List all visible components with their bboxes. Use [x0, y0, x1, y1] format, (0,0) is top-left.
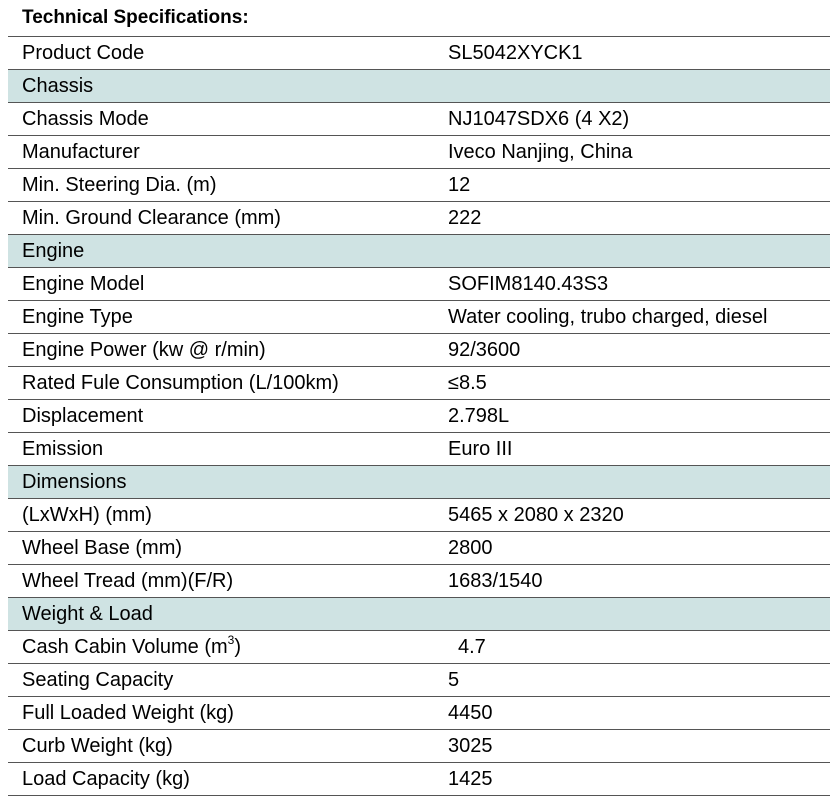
row-value: Water cooling, trubo charged, diesel — [448, 306, 768, 328]
section-title: Chassis — [22, 75, 94, 97]
table-row — [8, 301, 830, 334]
table-row-cabin-volume — [8, 631, 830, 664]
table-row — [8, 334, 830, 367]
page-title: Technical Specifications: — [22, 7, 249, 28]
row-label — [22, 631, 241, 663]
row-value: 5465 x 2080 x 2320 — [448, 504, 624, 526]
table-row — [8, 763, 830, 796]
row-label: Wheel Base (mm) — [22, 537, 183, 559]
row-label: Min. Ground Clearance (mm) — [22, 207, 281, 229]
row-value: 92/3600 — [448, 339, 521, 361]
table-row — [8, 268, 830, 301]
row-label: Engine Model — [22, 273, 145, 295]
table-row — [8, 565, 830, 598]
row-value: Euro III — [448, 438, 513, 460]
row-value: 222 — [448, 207, 482, 229]
table-row — [8, 532, 830, 565]
row-label: Seating Capacity — [22, 669, 174, 691]
row-value: 3025 — [448, 735, 493, 757]
table-row — [8, 103, 830, 136]
table-row — [8, 730, 830, 763]
row-value: 4.7 — [458, 636, 486, 658]
row-value: 4450 — [448, 702, 493, 724]
table-row — [8, 499, 830, 532]
section-title: Weight & Load — [22, 603, 153, 625]
table-row-product-code — [8, 37, 830, 70]
row-value: 2800 — [448, 537, 493, 559]
table-row — [8, 433, 830, 466]
table-row — [8, 367, 830, 400]
row-value: 1683/1540 — [448, 570, 543, 592]
section-title: Engine — [22, 240, 85, 262]
row-label-suffix: ) — [234, 636, 242, 658]
row-label: Wheel Tread (mm)(F/R) — [22, 570, 234, 592]
row-label: Engine Type — [22, 306, 133, 328]
spec-table — [8, 36, 830, 796]
section-title: Dimensions — [22, 471, 127, 493]
table-row — [8, 169, 830, 202]
row-value: NJ1047SDX6 (4 X2) — [448, 108, 630, 130]
row-value: 2.798L — [448, 405, 510, 427]
row-label: Displacement — [22, 405, 144, 427]
row-label: Load Capacity (kg) — [22, 768, 190, 790]
section-header-weight-load — [8, 598, 830, 631]
section-header-engine — [8, 235, 830, 268]
row-label-prefix: Cash Cabin Volume (m — [22, 636, 228, 658]
section-header-chassis — [8, 70, 830, 103]
row-value: SL5042XYCK1 — [448, 42, 583, 64]
table-row — [8, 136, 830, 169]
row-value: 1425 — [448, 768, 493, 790]
row-value: Iveco Nanjing, China — [448, 141, 633, 163]
row-label: Engine Power (kw @ r/min) — [22, 339, 266, 361]
row-label: Manufacturer — [22, 141, 140, 163]
table-row — [8, 664, 830, 697]
row-value: ≤8.5 — [448, 372, 487, 394]
row-label: Emission — [22, 438, 104, 460]
row-label: Product Code — [22, 42, 145, 64]
table-row — [8, 202, 830, 235]
section-header-dimensions — [8, 466, 830, 499]
superscript-3: 3 — [227, 633, 235, 647]
row-label: Full Loaded Weight (kg) — [22, 702, 234, 724]
row-value: 5 — [448, 669, 460, 691]
table-row — [8, 400, 830, 433]
row-label: Rated Fule Consumption (L/100km) — [22, 372, 339, 394]
row-label: Chassis Mode — [22, 108, 149, 130]
row-value: SOFIM8140.43S3 — [448, 273, 609, 295]
table-row — [8, 697, 830, 730]
row-label: (LxWxH) (mm) — [22, 504, 152, 526]
row-label: Curb Weight (kg) — [22, 735, 173, 757]
row-value: 12 — [448, 174, 471, 196]
row-label: Min. Steering Dia. (m) — [22, 174, 217, 196]
